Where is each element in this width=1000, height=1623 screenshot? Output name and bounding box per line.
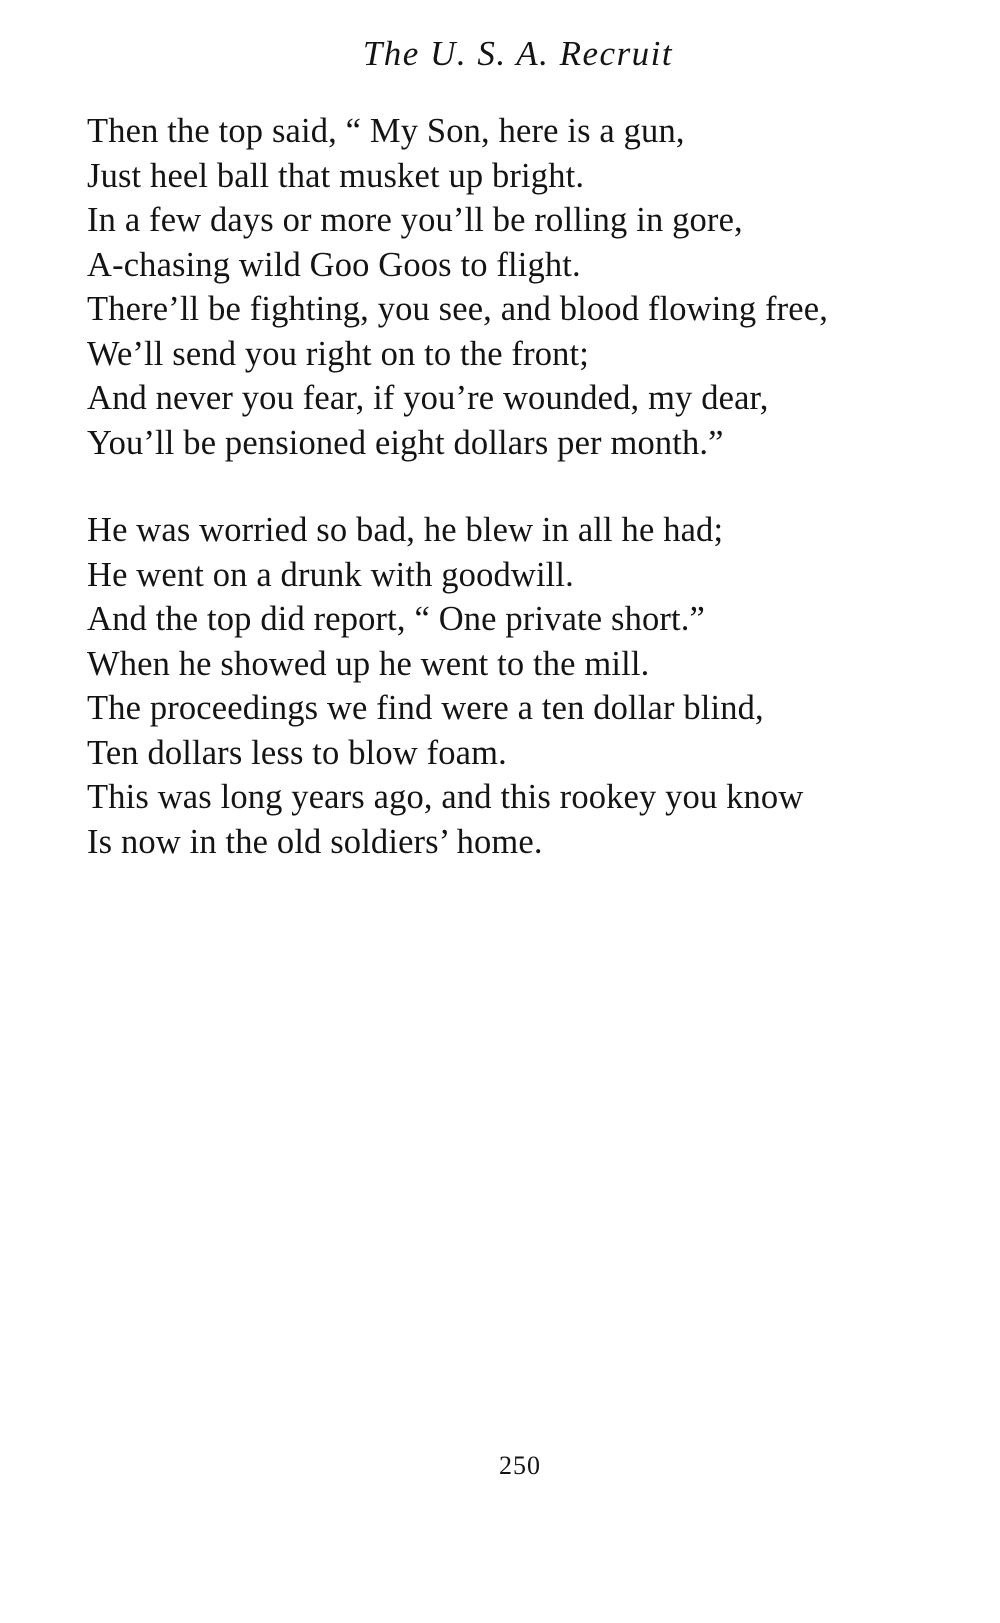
stanza-2 bbox=[87, 508, 803, 864]
verse-line: We’ll send you right on to the front; bbox=[87, 334, 589, 373]
verse-line: In a few days or more you’ll be rolling in gore, bbox=[87, 201, 743, 239]
verse-line: Just heel ball that musket up bright. bbox=[87, 156, 585, 195]
verse-line: The proceedings we find were a ten dollar blind, bbox=[87, 689, 764, 727]
verse-line: You’ll be pensioned eight dollars per month.” bbox=[87, 423, 724, 462]
verse-line: When he showed up he went to the mill. bbox=[87, 644, 650, 683]
verse-line: Ten dollars less to blow foam. bbox=[87, 733, 507, 772]
stanza-1 bbox=[87, 109, 828, 465]
verse-line: There’ll be fighting, you see, and blood flowing free, bbox=[87, 290, 829, 328]
verse-line: And never you fear, if you’re wounded, my dear, bbox=[87, 379, 769, 417]
verse-line: A-chasing wild Goo Goos to flight. bbox=[87, 245, 581, 284]
verse-line: Is now in the old soldiers’ home. bbox=[87, 822, 543, 861]
page-number: 250 bbox=[499, 1451, 541, 1480]
verse-line: And the top did report, “ One private short.” bbox=[87, 600, 705, 638]
running-head: The U. S. A. Recruit bbox=[362, 34, 674, 73]
verse-line: This was long years ago, and this rookey you know bbox=[87, 778, 804, 816]
verse-line: He went on a drunk with goodwill. bbox=[87, 555, 574, 594]
verse-line: He was worried so bad, he blew in all he had; bbox=[87, 511, 724, 549]
verse-line: Then the top said, “ My Son, here is a gun, bbox=[87, 112, 685, 150]
